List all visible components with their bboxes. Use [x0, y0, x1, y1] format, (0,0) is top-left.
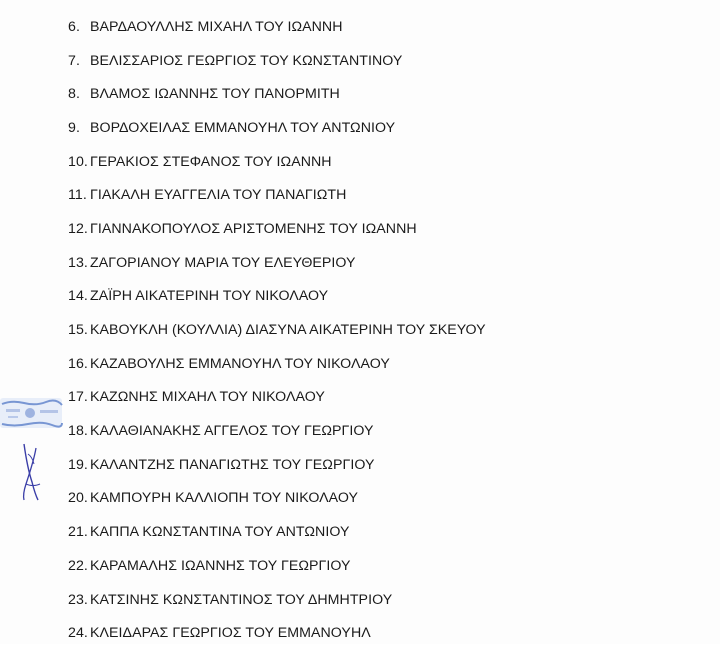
item-number: 22.	[68, 557, 88, 574]
person-name: ΚΛΕΙΔΑΡΑΣ ΓΕΩΡΓΙΟΣ ΤΟΥ ΕΜΜΑΝΟΥΗΛ	[90, 625, 371, 642]
list-item	[68, 145, 486, 179]
official-stamp-icon	[0, 394, 66, 432]
list-item	[68, 212, 486, 246]
item-number: 16.	[68, 355, 88, 372]
person-name: ΒΛΑΜΟΣ ΙΩΑΝΝΗΣ ΤΟΥ ΠΑΝΟΡΜΙΤΗ	[90, 86, 340, 103]
person-name: ΒΑΡΔΑΟΥΛΛΗΣ ΜΙΧΑΗΛ ΤΟΥ ΙΩΑΝΝΗ	[90, 18, 343, 35]
person-name: ΚΑΠΠΑ ΚΩΝΣΤΑΝΤΙΝΑ ΤΟΥ ΑΝΤΩΝΙΟΥ	[90, 524, 350, 541]
person-name: ΓΙΑΝΝΑΚΟΠΟΥΛΟΣ ΑΡΙΣΤΟΜΕΝΗΣ ΤΟΥ ΙΩΑΝΝΗ	[90, 220, 417, 237]
person-name: ΚΑΛΑΘΙΑΝΑΚΗΣ ΑΓΓΕΛΟΣ ΤΟΥ ΓΕΩΡΓΙΟΥ	[90, 423, 374, 440]
person-name: ΚΑΤΣΙΝΗΣ ΚΩΝΣΤΑΝΤΙΝΟΣ ΤΟΥ ΔΗΜΗΤΡΙΟΥ	[90, 591, 393, 608]
item-number: 11.	[68, 187, 87, 204]
item-number: 23.	[68, 591, 88, 608]
item-number: 24.	[68, 625, 88, 642]
item-number: 17.	[68, 389, 88, 406]
item-number: 6.	[68, 18, 80, 35]
item-number: 8.	[68, 86, 80, 103]
list-item	[68, 616, 486, 650]
person-name: ΓΕΡΑΚΙΟΣ ΣΤΕΦΑΝΟΣ ΤΟΥ ΙΩΑΝΝΗ	[90, 153, 332, 170]
list-item	[68, 549, 486, 583]
person-name: ΚΑΛΑΝΤΖΗΣ ΠΑΝΑΓΙΩΤΗΣ ΤΟΥ ΓΕΩΡΓΙΟΥ	[90, 456, 375, 473]
list-item	[68, 583, 486, 617]
item-number: 13.	[68, 254, 88, 271]
item-number: 18.	[68, 423, 88, 440]
person-name: ΒΟΡΔΟΧΕΙΛΑΣ ΕΜΜΑΝΟΥΗΛ ΤΟΥ ΑΝΤΩΝΙΟΥ	[90, 119, 396, 136]
list-item	[68, 10, 486, 44]
list-item	[68, 414, 486, 448]
item-number: 14.	[68, 288, 88, 305]
list-item	[68, 347, 486, 381]
list-item	[68, 280, 486, 314]
list-item	[68, 515, 486, 549]
person-name: ΖΑΓΟΡΙΑΝΟΥ ΜΑΡΙΑ ΤΟΥ ΕΛΕΥΘΕΡΙΟΥ	[90, 254, 356, 271]
list-item	[68, 313, 486, 347]
person-name: ΚΑΒΟΥΚΛΗ (ΚΟΥΛΛΙΑ) ΔΙΑΣΥΝΑ ΑΙΚΑΤΕΡΙΝΗ ΤΟΥ ΣΚΕΥΟΥ	[90, 322, 486, 339]
item-number: 15.	[68, 322, 88, 339]
list-item	[68, 178, 486, 212]
list-item	[68, 448, 486, 482]
item-number: 10.	[68, 153, 88, 170]
item-number: 20.	[68, 490, 88, 507]
list-item	[68, 44, 486, 78]
person-name: ΓΙΑΚΑΛΗ ΕΥΑΓΓΕΛΙΑ ΤΟΥ ΠΑΝΑΓΙΩΤΗ	[90, 187, 347, 204]
item-number: 9.	[68, 119, 80, 136]
list-item	[68, 111, 486, 145]
person-name: ΖΑΪΡΗ ΑΙΚΑΤΕΡΙΝΗ ΤΟΥ ΝΙΚΟΛΑΟΥ	[90, 288, 329, 305]
list-item	[68, 381, 486, 415]
person-name: ΚΑΖΩΝΗΣ ΜΙΧΑΗΛ ΤΟΥ ΝΙΚΟΛΑΟΥ	[90, 389, 325, 406]
item-number: 21.	[68, 524, 88, 541]
list-item	[68, 482, 486, 516]
name-list	[68, 10, 486, 650]
list-item	[68, 77, 486, 111]
person-name: ΚΑΜΠΟΥΡΗ ΚΑΛΛΙΟΠΗ ΤΟΥ ΝΙΚΟΛΑΟΥ	[90, 490, 359, 507]
item-number: 12.	[68, 220, 88, 237]
item-number: 19.	[68, 456, 88, 473]
person-name: ΚΑΖΑΒΟΥΛΗΣ ΕΜΜΑΝΟΥΗΛ ΤΟΥ ΝΙΚΟΛΑΟΥ	[90, 355, 390, 372]
handwritten-signature-icon	[14, 440, 48, 504]
item-number: 7.	[68, 52, 80, 69]
person-name: ΒΕΛΙΣΣΑΡΙΟΣ ΓΕΩΡΓΙΟΣ ΤΟΥ ΚΩΝΣΤΑΝΤΙΝΟΥ	[90, 52, 403, 69]
person-name: ΚΑΡΑΜΑΛΗΣ ΙΩΑΝΝΗΣ ΤΟΥ ΓΕΩΡΓΙΟΥ	[90, 557, 351, 574]
list-item	[68, 246, 486, 280]
